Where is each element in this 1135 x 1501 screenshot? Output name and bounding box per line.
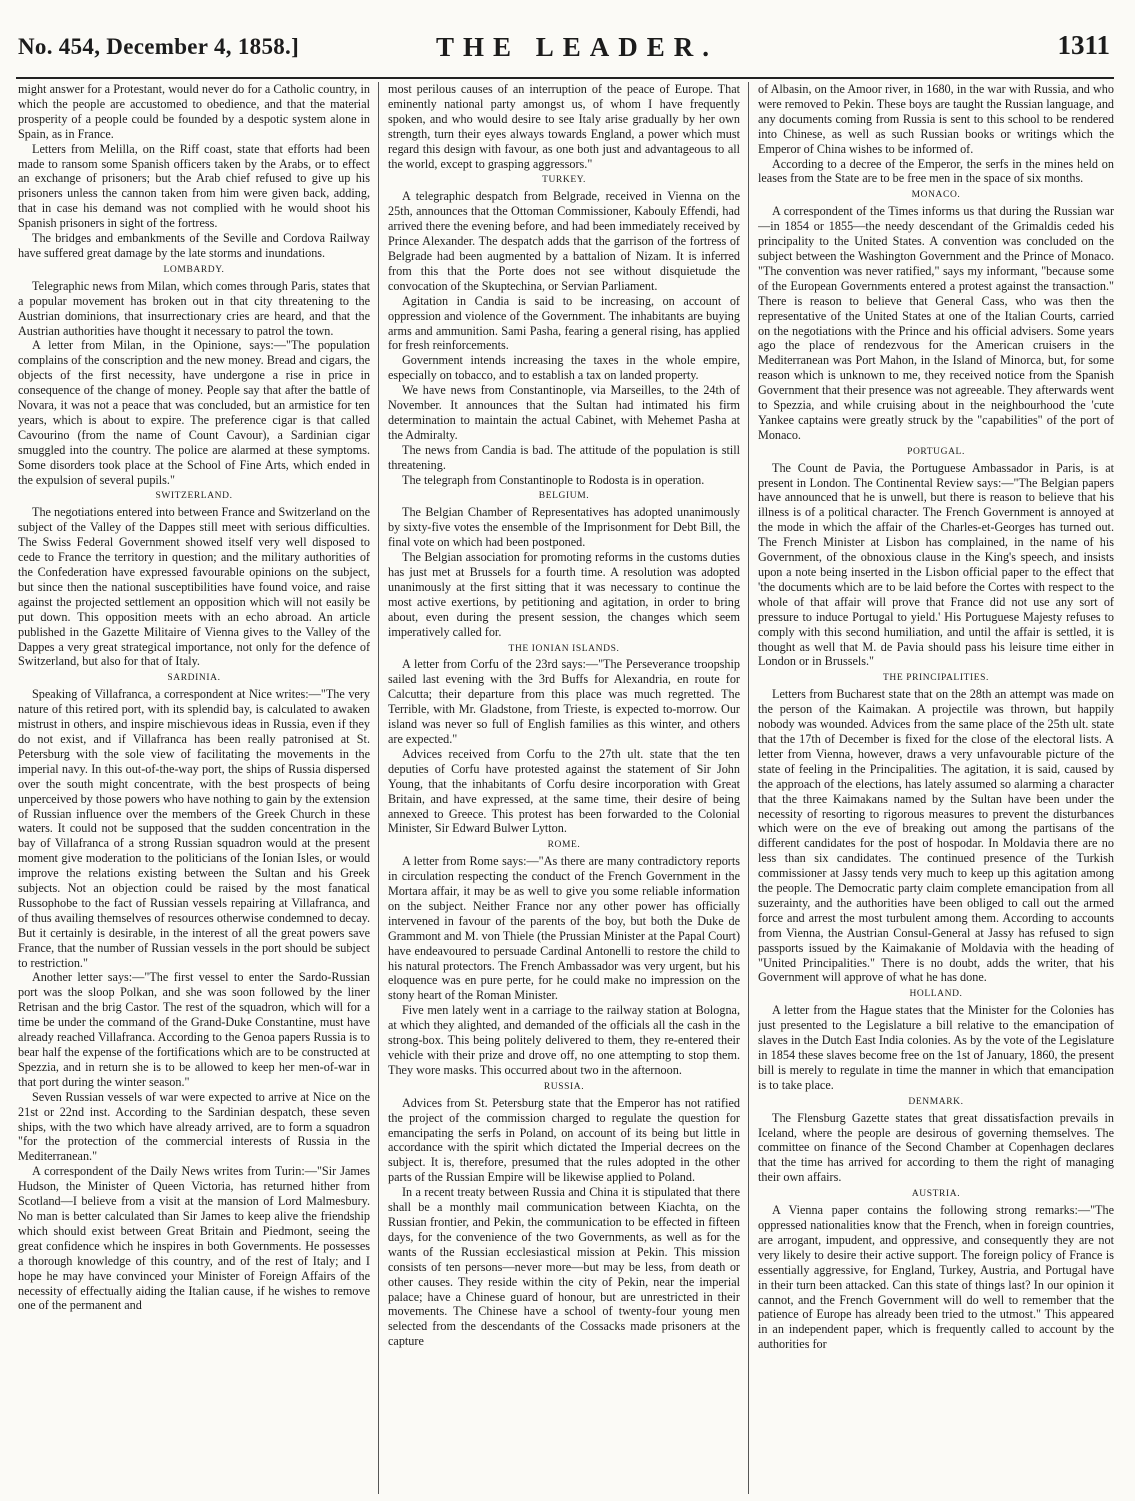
article-paragraph: Advices received from Corfu to the 27th ult. state that the ten deputies of Corfu have protested against the statement of Sir John Young, that the inhabitants of Corfu desire incorporation with Great Britain, and have expressed, at the same time, their desire of being annexed to Greece. This protest has been forwarded to the Colonial Minister, Sir Edward Bulwer Lytton. <box>388 746 740 836</box>
article-paragraph: A correspondent of the Daily News writes from Turin:—"Sir James Hudson, the Minister of Queen Victoria, has returned hither from Scotland—I believe from a visit at the mansion of Lord Malmesbury. No man is better calculated than Sir James to keep alive the friendship which should exist between Great Britain and Piedmont, seeing the great confidence which he inspires in both Governments. He possesses a thorough knowledge of this country, and of the rest of Italy; and I hope he may have convinced your Minister of Foreign Affairs of the necessity of effectually aiding the Italian cause, if he wishes to remove one of the permanent and <box>18 1164 370 1313</box>
newspaper-title: THE LEADER. <box>436 32 719 62</box>
section-heading: LOMBARDY. <box>163 264 225 275</box>
article-paragraph: In a recent treaty between Russia and China it is stipulated that there shall be a monthly mail communication between Kiachta, on the Russian frontier, and Pekin, the communication to be effected in fifteen days, for the convenience of the two Governments, as well as for the wants of the Russian ecclesiastical mission at Pekin. This mission consists of ten persons—never more—but may be less, from death or other causes. They reside within the city of Pekin, near the imperial palace; have a Chinese guard of honour, but are unrestricted in their movements. The Chinese have a school of twenty-four young men selected from the descendants of the Cossacks made prisoners at the capture <box>388 1185 740 1349</box>
section-heading: SWITZERLAND. <box>155 491 233 502</box>
article-paragraph: Speaking of Villafranca, a correspondent at Nice writes:—"The very nature of this retired port, with its splendid bay, is calculated to awaken mistrust in others, and inspire mischievous ideas in Russia, even if they do not exist, and if Villafranca has been really patronised at St. Petersburg with the sole view of facilitating the movements in the imperial navy. In this out-of-the-way port, the ships of Russia dispersed over the south might concentrate, with the best prospects of being unperceived by those powers who have nothing to gain by the extension of Russian influence over the members of the Greek Church in these waters. It could not be supposed that the sudden concentration in the bay of Villafranca of a strong Russian squadron would at the present moment give moderation to the politicians of the Ionian Isles, or would improve the relations existing between the Sultan and his Greek subjects. Not an objection could be raised by the most fanatical Russophobe to the fact of Russian vessels repairing at Villafranca, and of thus availing themselves of resources otherwise condemned to decay. But it certainly is desirable, in the interest of all the great powers save France, that the number of Russian vessels in the port should be subject to restriction." <box>18 687 370 970</box>
article-paragraph: The Count de Pavia, the Portuguese Ambassador in Paris, is at present in London. The Continental Review says:—"The Belgian papers have announced that he is unwell, but there is reason to believe that his illness is of a political character. The French Government is annoyed at the mode in which the affair of the Charles-et-Georges has turned out. The French Minister at Lisbon has complained, in the name of his Government, of the obnoxious clause in the King's speech, and insists upon a note being inserted in the Lisbon official paper to the effect that 'the documents which are to be laid before the Cortes with respect to the whole of that affair will prove that France did not use any sort of pressure to induce Portugal to yield.' His Portuguese Majesty refuses to comply with this second humiliation, and until the affair is settled, it is thought as well that M. de Pavia should pass his leisure time either in London or in Brussels." <box>758 460 1114 669</box>
section-heading: AUSTRIA. <box>911 1189 961 1200</box>
column-2 <box>388 82 740 1494</box>
section-heading: THE PRINCIPALITIES. <box>882 673 990 684</box>
article-paragraph: Letters from Bucharest state that on the 28th an attempt was made on the person of the Kaimakan. A projectile was thrown, but happily nobody was wounded. Advices from the same place of the 25th ult. state that the 17th of December is fixed for the close of the electoral lists. A letter from Vienna, however, draws a very unfavourable picture of the state of feeling in the Principalities. The agitation, it is said, caused by the approach of the elections, has lately assumed so alarming a character that the three Kaimakans named by the Sultan have been under the necessity of resorting to rigorous measures to prevent the disturbances which were on the eve of breaking out among the partisans of the different candidates for the post of hospodar. In Moldavia there are no less than six candidates. The continued presence of the Turkish commissioner at Jassy tends very much to keep up this agitation among the people. The Democratic party claim complete emancipation from all suzerainty, and the authorities have been obliged to call out the armed force and arrest the most turbulent among them. According to accounts from Vienna, the Austrian Consul-General at Jassy has refused to sign passports issued by the Kaimakanie of Moldavia with the heading of "United Principalities." There is no doubt, adds the writer, that his Government will approve of what he has done. <box>758 687 1114 985</box>
article-paragraph: The telegraph from Constantinople to Rodosta is in operation. <box>402 472 705 487</box>
section-heading: DENMARK. <box>908 1096 964 1107</box>
article-paragraph: might answer for a Protestant, would never do for a Catholic country, in which the people are accustomed to obedience, and that the material prosperity of a people could be founded by a despotic system alone in Spain, as in France. <box>18 82 370 141</box>
article-paragraph: Letters from Melilla, on the Riff coast, state that efforts had been made to ransom some Spanish officers taken by the Arabs, or to effect an exchange of prisoners; but the Arab chief refused to give up his prisoners unless the cannon taken from him were given back, adding, that in case his demand was not complied with he would shoot his Spanish prisoners in sight of the fortress. <box>18 141 370 231</box>
section-heading: RUSSIA. <box>543 1081 585 1092</box>
article-paragraph: A letter from Milan, in the Opinione, says:—"The population complains of the conscription and the new money. Bread and cigars, the objects of the first necessity, have undergone a rise in price in consequence of the change of money. People say that after the battle of Novara, it was not a peace that was concluded, but an armistice for ten years, which is about to expire. The preference cigar is that called Cavourino (from the name of Count Cavour), a Sardinian cigar smuggled into the country. The police are alarmed at these symptoms. Some disorders took place at the School of Fine Arts, which ended in the expulsion of several pupils." <box>18 338 370 487</box>
section-heading: PORTUGAL. <box>907 446 965 457</box>
section-heading: MONACO. <box>911 190 961 201</box>
article-paragraph: The Flensburg Gazette states that great dissatisfaction prevails in Iceland, where the people are desirous of governing themselves. The committee on finance of the Second Chamber at Copenhagen declares that the time has arrived for according to them the right of managing their own affairs. <box>758 1110 1114 1185</box>
article-paragraph: Agitation in Candia is said to be increasing, on account of oppression and violence of the Government. The inhabitants are buying arms and ammunition. Sami Pasha, fearing a general rising, has applied for fresh reinforcements. <box>388 293 740 353</box>
article-paragraph: The Belgian association for promoting reforms in the customs duties has just met at Brussels for a fourth time. A resolution was adopted unanimously at the first sitting that it was necessary to continue the most active exertions, by petitioning and agitation, in order to bring about, even during the present session, the changes which seem imperatively called for. <box>388 550 740 639</box>
section-heading: SARDINIA. <box>167 673 221 684</box>
section-heading: ROME. <box>547 840 581 851</box>
article-paragraph: Telegraphic news from Milan, which comes through Paris, states that a popular movement has broken out in that city threatening to the Austrian dominions, that insurrectionary cries are heard, and that the Austrian authorities have thought it necessary to patrol the town. <box>18 278 370 338</box>
article-paragraph: According to a decree of the Emperor, the serfs in the mines held on leases from the State are to be free men in the space of six months. <box>758 156 1114 186</box>
article-paragraph: most perilous causes of an interruption of the peace of Europe. That eminently national party amongst us, of whom I have frequently spoken, and who would desire to see Italy arise gradually by her own strength, turn their eyes always towards England, a power which must regard this design with favour, as one both just and advantageous to all the world, except to grasping aggressors." <box>388 82 740 171</box>
section-heading: TURKEY. <box>542 175 586 186</box>
article-paragraph: The negotiations entered into between France and Switzerland on the subject of the Valley of the Dappes still meet with serious difficulties. The Swiss Federal Government showed itself very well disposed to cede to France the territory in question; and the military authorities of the Confederation have expressed favourable opinions on the subject, but since then the national susceptibilities have found voice, and raise against the projected settlement an opposition which will not easily be put down. This opposition meets with an echo abroad. An article published in the Gazette Militaire of Vienna gives to the Valley of the Dappes a very great strategical importance, not only for the defence of Switzerland, but also for that of Italy. <box>18 505 370 669</box>
article-paragraph: of Albasin, on the Amoor river, in 1680, in the war with Russia, and who were removed to Pekin. These boys are taught the Russian language, and any documents coming from Russia is sent to this school to be rendered into Chinese, as well as such Russian books or writings which the Emperor of China wishes to be informed of. <box>758 82 1114 156</box>
article-paragraph: Advices from St. Petersburg state that the Emperor has not ratified the project of the commission charged to regulate the question for emancipating the serfs in Poland, on account of its being but little in accordance with the spirit which dictated the Imperial decrees on the subject. It is, therefore, presumed that the rules adopted in the other parts of the Russian Empire will be likewise applied to Poland. <box>388 1095 740 1185</box>
article-paragraph: A letter from the Hague states that the Minister for the Colonies has just presented to the Legislature a bill relative to the emancipation of slaves in the Dutch East India colonies. As by the vote of the Legislature in 1854 these slaves become free on the 1st of January, 1860, the present bill is merely to regulate in time the manner in which that emancipation is to take place. <box>758 1003 1114 1092</box>
header-rule <box>16 77 1114 79</box>
column-1 <box>18 82 370 1494</box>
article-paragraph: The Belgian Chamber of Representatives has adopted unanimously by sixty-five votes the ensemble of the Imprisonment for Debt Bill, the final vote on which had been postponed. <box>388 505 740 550</box>
article-paragraph: A letter from Corfu of the 23rd says:—"The Perseverance troopship sailed last evening with the 3rd Buffs for Alexandria, en route for Calcutta; their departure from this place was much regretted. The Terrible, with Mr. Gladstone, from Trieste, is expected to-morrow. Our island was never so full of English families as this winter, and others are expected." <box>388 657 740 746</box>
section-heading: THE IONIAN ISLANDS. <box>508 643 620 654</box>
article-paragraph: Seven Russian vessels of war were expected to arrive at Nice on the 21st or 22nd inst. According to the Sardinian despatch, these seven ships, with the two which have already arrived, are to form a squadron "for the protection of the commercial interests of Russia in the Mediterranean." <box>18 1089 370 1164</box>
article-paragraph: A Vienna paper contains the following strong remarks:—"The oppressed nationalities know that the French, when in foreign countries, are arrogant, impudent, and oppressive, and consequently they are not very likely to desire their active support. The foreign policy of France is essentially aggressive, for England, Turkey, Austria, and Portugal have in their turn been attacked. Can this state of things last? In our opinion it cannot, and the French Government will do well to remember that the patience of Europe has already been tried to the utmost." This appeared in an independent paper, which is frequently called to account by the authorities for <box>758 1203 1114 1352</box>
article-paragraph: A correspondent of the Times informs us that during the Russian war—in 1854 or 1855—the needy descendant of the Grimaldis ceded his principality to the United States. A convention was concluded on the subject between the Washington Government and the Prince of Monaco. "The convention was never ratified," says my informant, "because some of the European Governments entered a protest against the transaction." There is reason to believe that General Cass, who was then the representative of the United States at one of the Italian Courts, carried on the negotiations with the Prince and his official advisers. Some years ago the place of rendezvous for the American cruisers in the Mediterranean was Port Mahon, in the Island of Minorca, but, for some reason which is unknown to me, they received notice from the Spanish Government that their presence was not agreeable. They afterwards went to Spezzia, and while cruising about in the neighbourhood the 'cute Yankee captains were greatly struck by the "capabilities" of the port of Monaco. <box>758 204 1114 442</box>
column-divider <box>378 82 379 1494</box>
issue-info: No. 454, December 4, 1858.] <box>18 34 300 59</box>
article-paragraph: Government intends increasing the taxes in the whole empire, especially on tobacco, and to establish a tax on landed property. <box>388 353 740 383</box>
article-paragraph: The news from Candia is bad. The attitude of the population is still threatening. <box>388 442 740 472</box>
masthead <box>16 16 1116 66</box>
column-divider <box>748 82 749 1494</box>
article-paragraph: The bridges and embankments of the Seville and Cordova Railway have suffered great damage by the late storms and inundations. <box>18 231 370 260</box>
column-3 <box>758 82 1114 1494</box>
article-paragraph: We have news from Constantinople, via Marseilles, to the 24th of November. It announces that the Sultan had intimated his firm determination to maintain the actual Cabinet, with Mehemet Pasha at the Admiralty. <box>388 383 740 442</box>
page-number: 1311 <box>1057 30 1110 60</box>
article-paragraph: A telegraphic despatch from Belgrade, received in Vienna on the 25th, announces that the Ottoman Commissioner, Kabouly Effendi, had arrived there the evening before, and had been immediately received by Prince Alexander. The despatch adds that the garrison of the fortress of Belgrade had been augmented by a battalion of Nizam. It is inferred from this that the Porte does not see without disquietude the convocation of the Skuptechina, or Servian Parliament. <box>388 189 740 293</box>
article-paragraph: A letter from Rome says:—"As there are many contradictory reports in circulation respecting the conduct of the French Government in the Mortara affair, it may be as well to give you some reliable information on the subject. Neither France nor any other power has officially intervened in favour of the parents of the boy, but both the Duke de Grammont and M. von Thiele (the Prussian Minister at the Papal Court) have endeavoured to persuade Cardinal Antonelli to restore the child to his natural protectors. The French Ambassador was very urgent, but his eloquence was en pure perte, for he could make no impression on the stony heart of the Roman Minister. <box>388 854 740 1003</box>
article-paragraph: Another letter says:—"The first vessel to enter the Sardo-Russian port was the sloop Polkan, and she was soon followed by the liner Retrisan and the brig Castor. The rest of the squadron, which will for a time be under the command of the Grand-Duke Constantine, must have already reached Villafranca. According to the Genoa papers Russia is to bear half the expense of the fortifications which are to be constructed at Spezzia, and in return she is to be allowed to keep her men-of-war in that port during the winter season." <box>18 970 370 1089</box>
section-heading: BELGIUM. <box>538 491 590 502</box>
section-heading: HOLLAND. <box>909 989 963 1000</box>
article-paragraph: Five men lately went in a carriage to the railway station at Bologna, at which they alighted, and demanded of the officials all the cash in the strong-box. This being politely delivered to them, they re-entered their vehicle with their prize and drove off, no one attempting to stop them. They wore masks. This occurred about two in the afternoon. <box>388 1003 740 1077</box>
